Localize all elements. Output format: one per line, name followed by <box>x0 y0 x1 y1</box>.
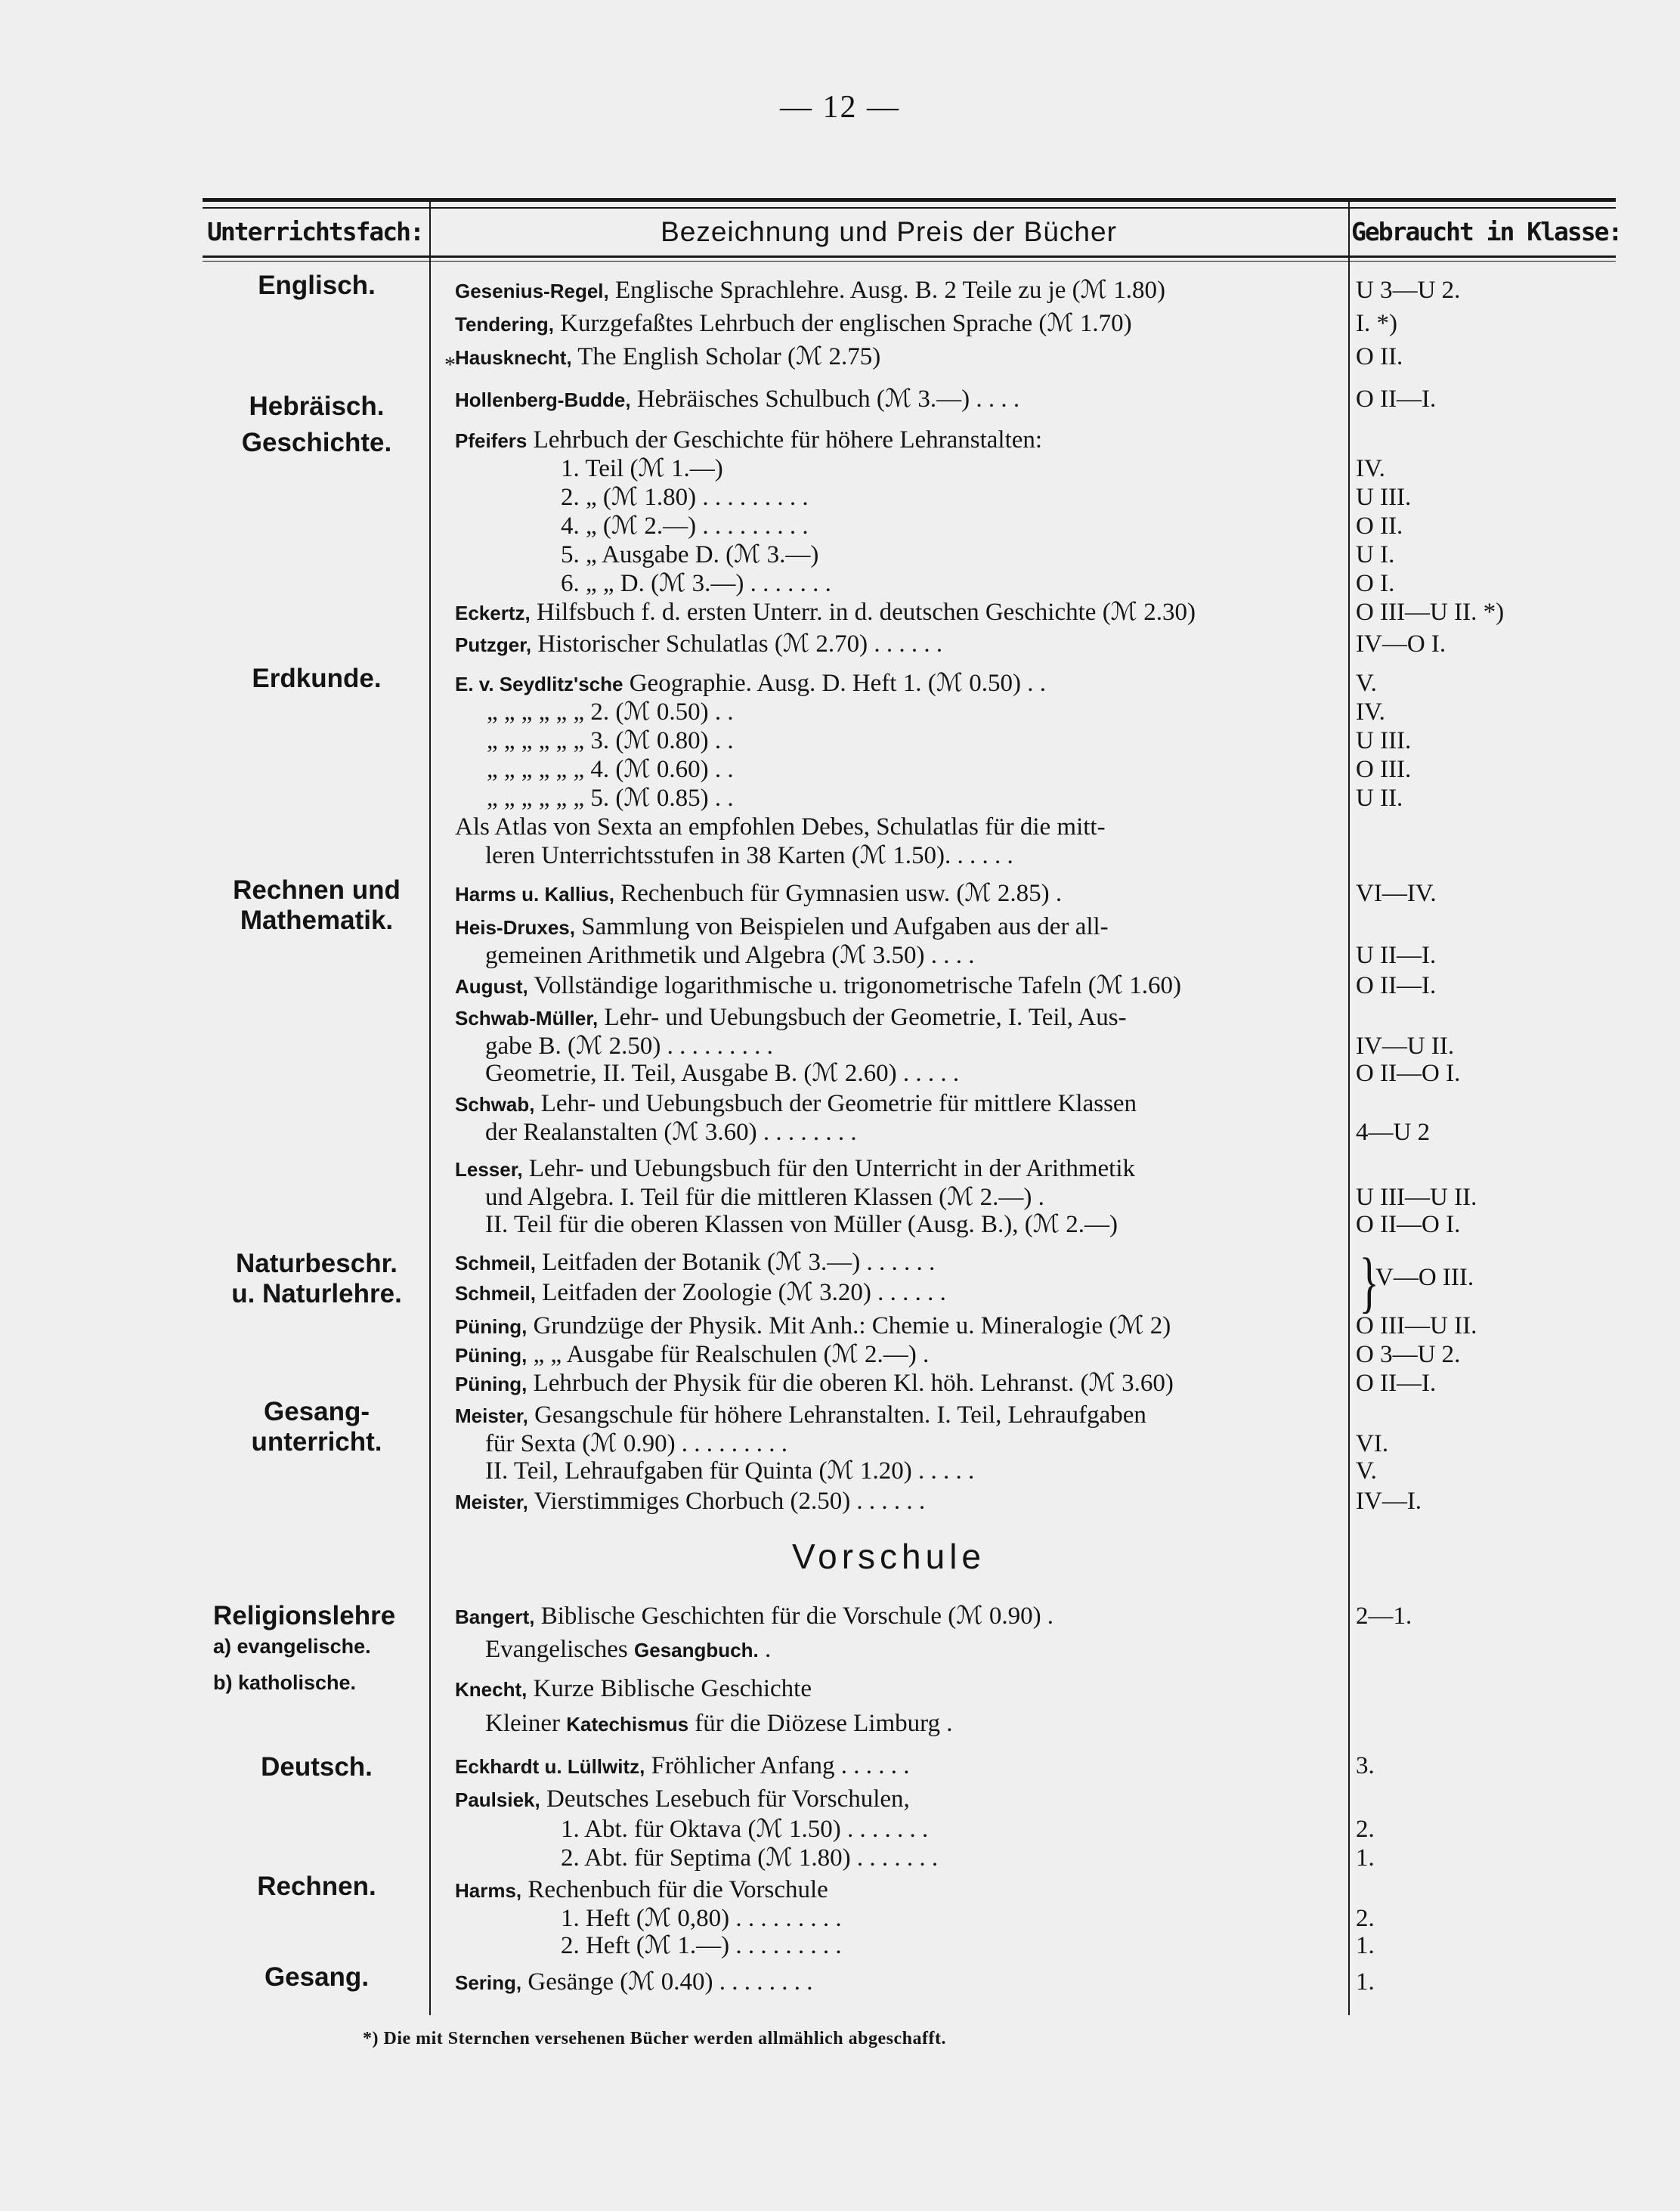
book-row: II. Teil für die oberen Klassen von Müller (Ausg. B.), (ℳ 2.—) <box>485 1211 1118 1238</box>
book-row: Püning, „ „ Ausgabe für Realschulen (ℳ 2.—) . <box>455 1341 930 1368</box>
book-row: 1. Abt. für Oktava (ℳ 1.50) . . . . . . . <box>561 1816 929 1843</box>
class-cell: 3. <box>1356 1752 1375 1779</box>
class-cell: 4—U 2 <box>1356 1119 1431 1146</box>
class-cell: V—O III. <box>1375 1264 1474 1291</box>
book-row: Paulsiek, Deutsches Lesebuch für Vorschulen, <box>455 1785 910 1813</box>
book-row: Tendering, Kurzgefaßtes Lehrbuch der englischen Sprache (ℳ 1.70) <box>455 310 1132 337</box>
header-class: Gebraucht in Klasse: <box>1351 217 1622 246</box>
book-row: Als Atlas von Sexta an empfohlen Debes, Schulatlas für die mitt- <box>455 813 1106 841</box>
subject-religion-a: a) evangelische. <box>213 1635 371 1658</box>
book-row: Püning, Grundzüge der Physik. Mit Anh.: Chemie u. Mineralogie (ℳ 2) <box>455 1312 1171 1339</box>
class-cell: O II—I. <box>1356 386 1437 413</box>
book-row: Kleiner Katechismus für die Diözese Limburg . <box>485 1710 953 1737</box>
subject-rechnen-1: Rechnen und <box>233 875 401 905</box>
book-row: Schmeil, Leitfaden der Botanik (ℳ 3.—) . . . . . . <box>455 1249 936 1276</box>
class-cell: O II. <box>1356 343 1403 370</box>
subject-religion: Religionslehre <box>213 1601 396 1630</box>
book-row: Meister, Vierstimmiges Chorbuch (2.50) . . . . . . <box>455 1488 926 1515</box>
book-row: „ „ „ „ „ „ 3. (ℳ 0.80) . . <box>487 727 734 754</box>
book-row: 4. „ (ℳ 2.—) . . . . . . . . . <box>561 512 809 540</box>
book-row: 2. Abt. für Septima (ℳ 1.80) . . . . . . . <box>561 1844 939 1872</box>
subject-rechnen-2: Mathematik. <box>240 906 394 935</box>
class-cell: O III—U II. <box>1356 1312 1477 1339</box>
book-row: für Sexta (ℳ 0.90) . . . . . . . . . <box>485 1430 788 1457</box>
book-row: „ „ „ „ „ „ 2. (ℳ 0.50) . . <box>487 698 734 726</box>
column-divider-left <box>429 201 431 2015</box>
class-cell: O I. <box>1356 570 1395 597</box>
class-cell: IV—O I. <box>1356 630 1446 658</box>
header-books: Bezeichnung und Preis der Bücher <box>661 216 1117 247</box>
class-cell: IV—I. <box>1356 1488 1422 1515</box>
book-row: Püning, Lehrbuch der Physik für die oberen Kl. höh. Lehranst. (ℳ 3.60) <box>455 1370 1174 1397</box>
class-cell: IV—U II. <box>1356 1033 1455 1060</box>
book-row: und Algebra. I. Teil für die mittleren Klassen (ℳ 2.—) . <box>485 1184 1044 1211</box>
class-cell: O II—O I. <box>1356 1211 1461 1238</box>
book-row: 6. „ „ D. (ℳ 3.—) . . . . . . . <box>561 570 831 597</box>
book-row: Heis-Druxes, Sammlung von Beispielen und Aufgaben aus der all- <box>455 913 1109 940</box>
book-row: Schwab-Müller, Lehr- und Uebungsbuch der Geometrie, I. Teil, Aus- <box>455 1004 1127 1031</box>
book-row: 2. „ (ℳ 1.80) . . . . . . . . . <box>561 484 809 511</box>
class-cell: 1. <box>1356 1932 1375 1959</box>
class-cell: U II—I. <box>1356 942 1437 969</box>
subject-religion-b: b) katholische. <box>213 1671 357 1694</box>
book-row: 1. Teil (ℳ 1.—) <box>561 455 723 482</box>
class-cell: U 3—U 2. <box>1356 277 1461 304</box>
book-row: Putzger, Historischer Schulatlas (ℳ 2.70) . . . . . . <box>455 630 943 658</box>
book-row: Geometrie, II. Teil, Ausgabe B. (ℳ 2.60) . . . . . <box>485 1060 960 1087</box>
subject-gesang-1: Gesang- <box>263 1397 370 1426</box>
book-row: Evangelisches Gesangbuch. . <box>485 1636 772 1663</box>
book-row: 2. Heft (ℳ 1.—) . . . . . . . . . <box>561 1932 842 1959</box>
book-row: Eckhardt u. Lüllwitz, Fröhlicher Anfang . . . . . . <box>455 1752 910 1779</box>
class-cell: O II—I. <box>1356 972 1437 999</box>
book-row: E. v. Seydlitz'sche Geographie. Ausg. D. Heft 1. (ℳ 0.50) . . <box>455 670 1046 697</box>
subject-rechnen-v: Rechnen. <box>257 1872 376 1901</box>
book-row: gabe B. (ℳ 2.50) . . . . . . . . . <box>485 1033 773 1060</box>
book-row: August, Vollständige logarithmische u. trigonometrische Tafeln (ℳ 1.60) <box>455 972 1182 999</box>
class-cell: 1. <box>1356 1844 1375 1872</box>
book-row: Harms, Rechenbuch für die Vorschule <box>455 1876 828 1903</box>
book-row: Harms u. Kallius, Rechenbuch für Gymnasien usw. (ℳ 2.85) . <box>455 880 1063 907</box>
class-cell: O II. <box>1356 512 1403 540</box>
book-row: Meister, Gesangschule für höhere Lehranstalten. I. Teil, Lehraufgaben <box>455 1401 1146 1429</box>
class-cell: O 3—U 2. <box>1356 1341 1461 1368</box>
class-cell: U III. <box>1356 484 1412 511</box>
class-cell: O III. <box>1356 756 1412 783</box>
top-rule <box>203 198 1616 202</box>
class-cell: IV. <box>1356 455 1385 482</box>
book-row: Knecht, Kurze Biblische Geschichte <box>455 1675 812 1702</box>
subject-natur-2: u. Naturlehre. <box>231 1279 402 1308</box>
book-row: II. Teil, Lehraufgaben für Quinta (ℳ 1.20) . . . . . <box>485 1457 975 1485</box>
book-row: Schmeil, Leitfaden der Zoologie (ℳ 3.20) . . . . . . <box>455 1279 946 1306</box>
book-row: leren Unterrichtsstufen in 38 Karten (ℳ 1.50). . . . . . <box>485 842 1013 869</box>
class-cell: IV. <box>1356 698 1385 726</box>
class-cell: 2. <box>1356 1905 1375 1932</box>
subject-hebraeisch: Hebräisch. <box>249 392 385 421</box>
header-rule-thin <box>203 261 1616 262</box>
book-row: „ „ „ „ „ „ 4. (ℳ 0.60) . . <box>487 756 734 783</box>
subject-geschichte: Geschichte. <box>241 428 392 457</box>
subject-natur-1: Naturbeschr. <box>236 1249 398 1278</box>
class-cell: VI. <box>1356 1430 1389 1457</box>
book-row: der Realanstalten (ℳ 3.60) . . . . . . . . <box>485 1119 857 1146</box>
class-cell: 1. <box>1356 1968 1375 1996</box>
subject-gesang-2: unterricht. <box>251 1427 382 1457</box>
class-cell: I. *) <box>1356 310 1397 337</box>
class-cell: V. <box>1356 670 1377 697</box>
class-cell: VI—IV. <box>1356 880 1437 907</box>
class-cell: U III—U II. <box>1356 1184 1477 1211</box>
book-row: Gesenius-Regel, Englische Sprachlehre. Ausg. B. 2 Teile zu je (ℳ 1.80) <box>455 277 1165 304</box>
page-number: — 12 — <box>780 90 900 125</box>
book-row: Lesser, Lehr- und Uebungsbuch für den Unterricht in der Arithmetik <box>455 1155 1136 1182</box>
book-row: Sering, Gesänge (ℳ 0.40) . . . . . . . . <box>455 1968 813 1996</box>
class-cell: U III. <box>1356 727 1412 754</box>
header-rule <box>203 255 1616 258</box>
book-row: Eckertz, Hilfsbuch f. d. ersten Unterr. in d. deutschen Geschichte (ℳ 2.30) <box>455 599 1196 626</box>
class-cell: U II. <box>1356 785 1403 812</box>
section-title-vorschule: Vorschule <box>791 1537 985 1576</box>
subject-deutsch: Deutsch. <box>261 1752 373 1782</box>
book-row: gemeinen Arithmetik und Algebra (ℳ 3.50) . . . . <box>485 942 975 969</box>
class-cell: V. <box>1356 1457 1377 1485</box>
footnote: *) Die mit Sternchen versehenen Bücher werden allmählich abgeschafft. <box>363 2029 946 2048</box>
book-row: Hollenberg-Budde, Hebräisches Schulbuch (ℳ 3.—) . . . . <box>455 386 1020 413</box>
book-row: Pfeifers Lehrbuch der Geschichte für höhere Lehranstalten: <box>455 426 1043 454</box>
book-row: 5. „ Ausgabe D. (ℳ 3.—) <box>561 541 819 568</box>
star-marker: * <box>444 352 456 377</box>
book-row: Schwab, Lehr- und Uebungsbuch der Geometrie für mittlere Klassen <box>455 1090 1137 1117</box>
book-row: Hausknecht, The English Scholar (ℳ 2.75) <box>455 343 881 370</box>
subject-englisch: Englisch. <box>258 271 376 300</box>
class-cell: U I. <box>1356 541 1395 568</box>
subject-erdkunde: Erdkunde. <box>252 664 382 693</box>
class-cell: O II—I. <box>1356 1370 1437 1397</box>
book-row: Bangert, Biblische Geschichten für die Vorschule (ℳ 0.90) . <box>455 1603 1054 1630</box>
subject-gesang-v: Gesang. <box>264 1962 370 1992</box>
book-row: 1. Heft (ℳ 0,80) . . . . . . . . . <box>561 1905 842 1932</box>
book-row: „ „ „ „ „ „ 5. (ℳ 0.85) . . <box>487 785 734 812</box>
top-rule-thin <box>203 207 1616 209</box>
class-cell: 2. <box>1356 1816 1375 1843</box>
class-cell: 2—1. <box>1356 1603 1412 1630</box>
class-cell: O II—O I. <box>1356 1060 1461 1087</box>
brace-bracket: } <box>1359 1245 1379 1320</box>
header-subject: Unterrichtsfach: <box>207 217 423 246</box>
class-cell: O III—U II. *) <box>1356 599 1505 626</box>
